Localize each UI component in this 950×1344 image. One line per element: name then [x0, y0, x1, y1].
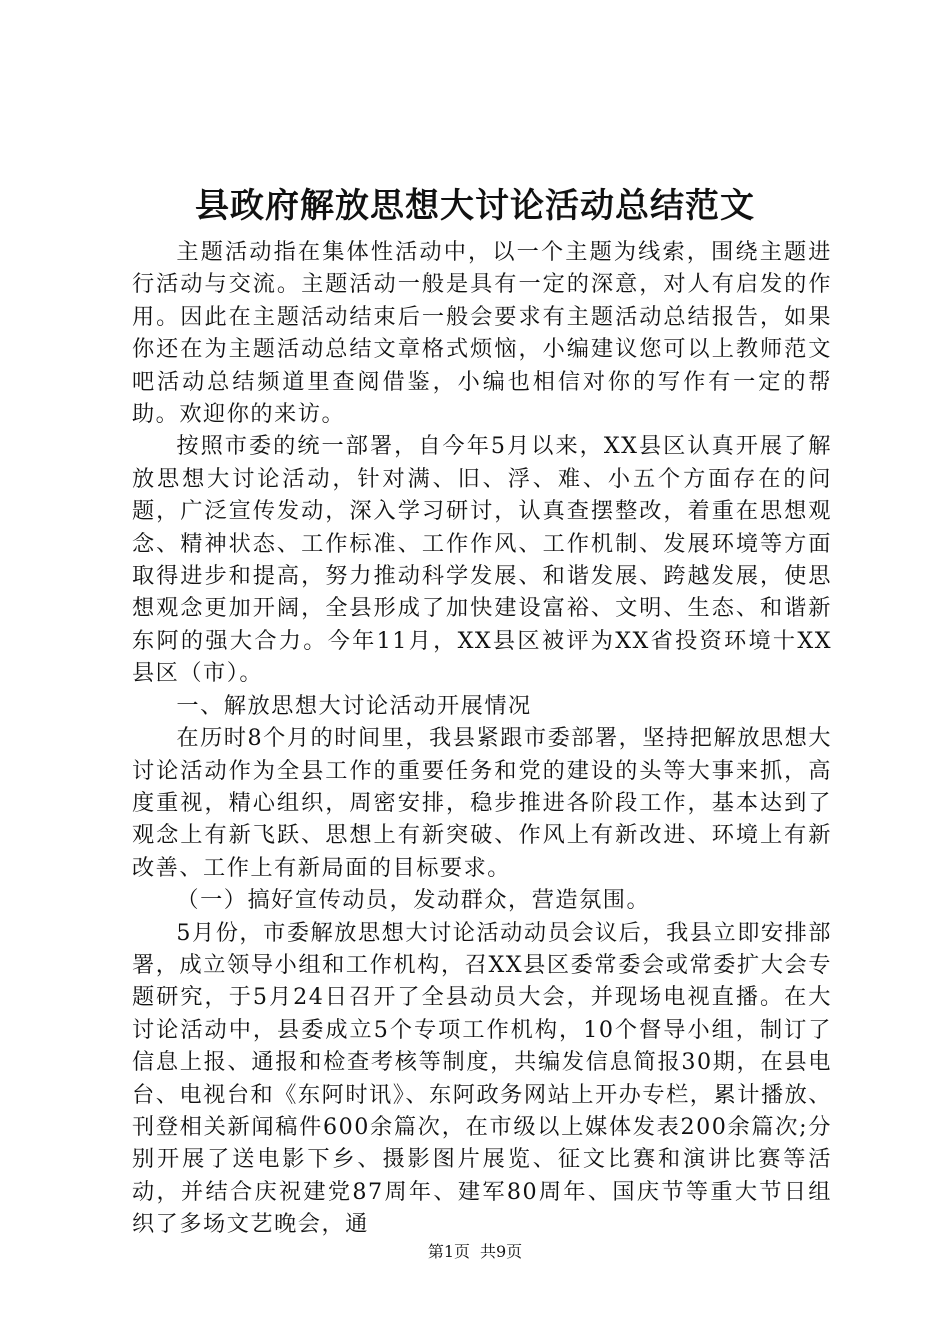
page-total: 共9页 [480, 1242, 523, 1261]
page-number: 第1页 [427, 1242, 470, 1261]
subsection-heading-1: （一）搞好宣传动员，发动群众，营造氛围。 [176, 887, 651, 914]
paragraph-overview: 按照市委的统一部署，自今年5月以来，XX县区认真开展了解放思想大讨论活动，针对满、旧、浮、难、小五个方面存在的问题，广泛宣传发动，深入学习研讨，认真查摆整改，着重在思想观念、精神状态、工作标准、工作作风、工作机制、发展环境等方面取得进步和提高，努力推动科学发展、和谐发展、跨越发展，使思想观念更加开阔，全县形成了加快建设富裕、文明、生态、和谐新东阿的强大合力。今年11月，XX县区被评为XX省投资环境十XX县区（市）。 [132, 433, 832, 687]
document-body [132, 236, 832, 1241]
page-footer [0, 1241, 950, 1263]
paragraph-section-1: 在历时8个月的时间里，我县紧跟市委部署，坚持把解放思想大讨论活动作为全县工作的重要任务和党的建设的头等大事来抓，高度重视，精心组织，周密安排，稳步推进各阶段工作，基本达到了观念上有新飞跃、思想上有新突破、作风上有新改进、环境上有新改善、工作上有新局面的目标要求。 [132, 725, 832, 881]
section-heading-1: 一、解放思想大讨论活动开展情况 [176, 692, 532, 719]
paragraph-subsection-1: 5月份，市委解放思想大讨论活动动员会议后，我县立即安排部署，成立领导小组和工作机构，召XX县区委常委会或常委扩大会专题研究，于5月24日召开了全县动员大会，并现场电视直播。在大讨论活动中，县委成立5个专项工作机构，10个督导小组，制订了信息上报、通报和检查考核等制度，共编发信息简报30期，在县电台、电视台和《东阿时讯》、东阿政务网站上开办专栏，累计播放、刊登相关新闻稿件600余篇次，在市级以上媒体发表200余篇次;分别开展了送电影下乡、摄影图片展览、征文比赛和演讲比赛等活动，并结合庆祝建党87周年、建军80周年、国庆节等重大节日组织了多场文艺晚会，通 [132, 919, 832, 1238]
document-title: 县政府解放思想大讨论活动总结范文 [195, 186, 755, 226]
paragraph-intro: 主题活动指在集体性活动中，以一个主题为线索，围绕主题进行活动与交流。主题活动一般是具有一定的深意，对人有启发的作用。因此在主题活动结束后一般会要求有主题活动总结报告，如果你还在为主题活动总结文章格式烦恼，小编建议您可以上教师范文吧活动总结频道里查阅借鉴，小编也相信对你的写作有一定的帮助。欢迎你的来访。 [132, 239, 832, 428]
